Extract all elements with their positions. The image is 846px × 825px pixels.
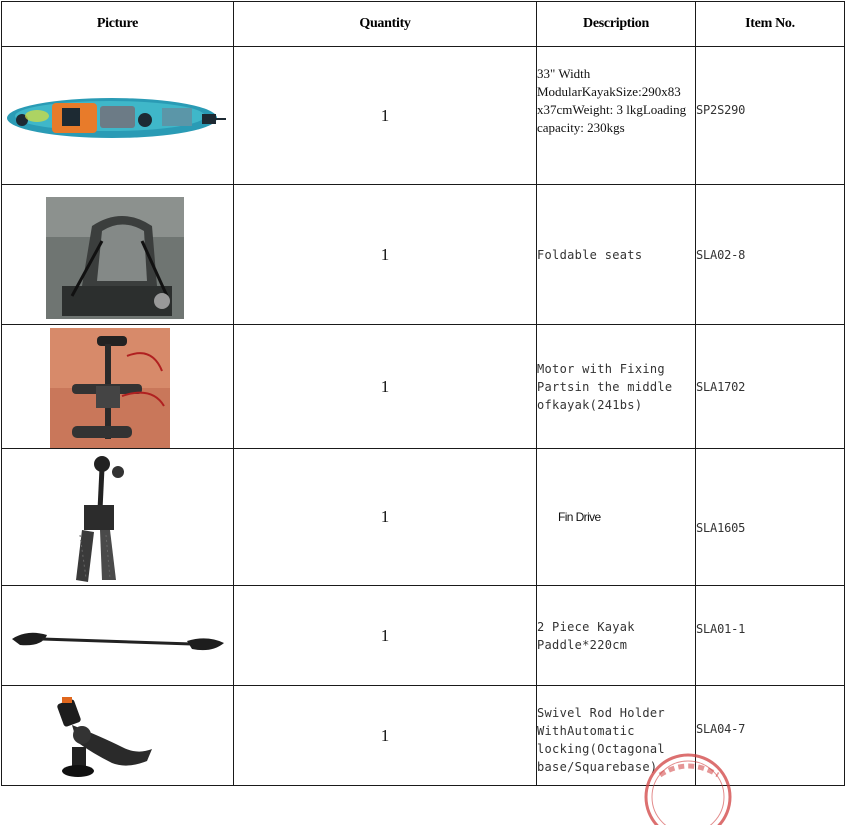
picture-cell — [2, 449, 234, 586]
paddle-image — [2, 587, 233, 685]
picture-cell — [2, 47, 234, 185]
description-cell: 2 Piece Kayak Paddle*220cm — [537, 586, 696, 686]
header-row — [2, 2, 845, 47]
header-picture: Picture — [2, 2, 234, 47]
table-row — [2, 586, 845, 686]
item-no-cell: SP2S290 — [696, 47, 845, 185]
fin-drive-image — [2, 450, 233, 585]
item-no-cell: SLA04-7 — [696, 686, 845, 786]
picture-cell — [2, 325, 234, 449]
quantity-cell: 1 — [234, 586, 537, 686]
description-cell: Motor with Fixing Partsin the middle ofkayak(241bs) — [537, 325, 696, 449]
header-item-no: Item No. — [696, 2, 845, 47]
table-row — [2, 325, 845, 449]
picture-cell — [2, 586, 234, 686]
description-cell: Swivel Rod Holder WithAutomatic locking(Octagonal base/Squarebase) — [537, 686, 696, 786]
foldable-seat-image — [2, 186, 233, 324]
kayak-image — [2, 48, 233, 184]
description-cell: 33" Width ModularKayakSize:290x83 x37cmWeight: 3 lkgLoading capacity: 230kgs — [537, 47, 696, 185]
item-no-cell: SLA02-8 — [696, 185, 845, 325]
quantity-cell: 1 — [234, 449, 537, 586]
header-description: Description — [537, 2, 696, 47]
product-table — [1, 1, 845, 786]
quantity-cell: 1 — [234, 325, 537, 449]
item-no-cell: SLA01-1 — [696, 586, 845, 686]
table-row — [2, 449, 845, 586]
picture-cell — [2, 686, 234, 786]
picture-cell — [2, 185, 234, 325]
item-no-cell: SLA1702 — [696, 325, 845, 449]
header-quantity: Quantity — [234, 2, 537, 47]
quantity-cell: 1 — [234, 686, 537, 786]
description-cell: Fin Drive — [537, 449, 696, 586]
item-no-cell: SLA1605 — [696, 449, 845, 586]
rod-holder-image — [2, 687, 233, 785]
motor-image — [2, 326, 233, 448]
quantity-cell: 1 — [234, 47, 537, 185]
table-row — [2, 47, 845, 185]
description-cell: Foldable seats — [537, 185, 696, 325]
quantity-cell: 1 — [234, 185, 537, 325]
table-row — [2, 686, 845, 786]
table-row — [2, 185, 845, 325]
